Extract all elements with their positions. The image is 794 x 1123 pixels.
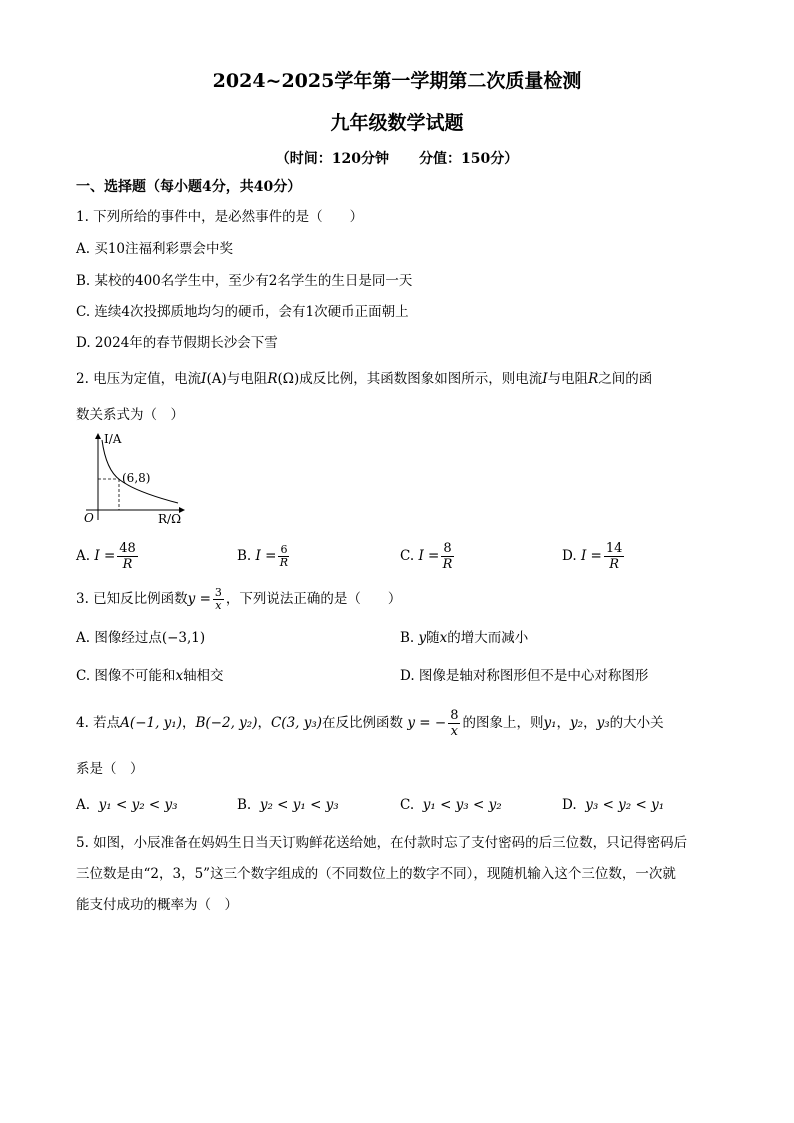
q2-option-c: C. I = $\frac{8}{R}$: [400, 541, 453, 572]
exam-subtitle: 九年级数学试题: [330, 112, 464, 134]
origin-label: O: [84, 511, 94, 525]
x-axis-label: R/Ω: [158, 512, 182, 526]
section-title: 一、选择题（每小题4分，共40分）: [76, 179, 302, 195]
q3-option-c: C. 图像不可能和x轴相交: [76, 668, 224, 684]
q1-option-d: D. 2024年的春节假期长沙会下雪: [76, 335, 278, 351]
q3-option-d: D. 图像是轴对称图形但不是中心对称图形: [400, 668, 649, 684]
q1-stem: 1. 下列所给的事件中，是必然事件的是（ ）: [76, 209, 364, 225]
q5-line1: 5. 如图，小辰准备在妈妈生日当天订购鲜花送给她，在付款时忘了支付密码的后三位数，只记得密码后: [76, 835, 688, 851]
exam-title: 2024~2025学年第一学期第二次质量检测: [212, 70, 582, 92]
q2-stem-line1: 2. 电压为定值，电流I(A)与电阻R(Ω)成反比例，其函数图象如图所示，则电流I与电阻R之间的函: [76, 371, 653, 387]
q5-line3: 能支付成功的概率为（ ）: [76, 897, 238, 913]
q2-option-d: D. I = $\frac{14}{R}$: [562, 541, 623, 572]
q4-option-a: A. y₁ < y₂ < y₃: [76, 797, 178, 813]
exam-time: （时间：120分钟: [275, 151, 389, 167]
q1-option-c: C. 连续4次投掷质地均匀的硬币，会有1次硬币正面朝上: [76, 304, 409, 320]
point-label: (6,8): [122, 471, 151, 485]
q4-stem-line1: 4. 若点A(−1, y₁)，B(−2, y₂)，C(3, y₃)在反比例函数 y = − $\frac{8}{x}$ 的图象上，则y₁，y₂，y₃的大小关: [76, 708, 664, 739]
q4-option-d: D. y₃ < y₂ < y₁: [562, 797, 665, 813]
q2-stem-line2: 数关系式为（ ）: [76, 407, 184, 423]
exam-info: [0, 148, 794, 168]
q2-inverse-graph: [76, 430, 196, 530]
y-axis-label: I/A: [104, 432, 122, 446]
q2-option-b: B. I = $\frac{6}{R}$: [237, 543, 289, 569]
q3-option-a: A. 图像经过点(−3,1): [76, 630, 206, 646]
q4-option-b: B. y₂ < y₁ < y₃: [237, 797, 339, 813]
q5-line2: 三位数是由“2，3，5”这三个数字组成的（不同数位上的数字不同），现随机输入这个三位数，一次就: [76, 866, 676, 882]
q1-option-a: A. 买10注福利彩票会中奖: [76, 241, 234, 257]
q3-stem: 3. 已知反比例函数y = $\frac{3}{x}$ ，下列说法正确的是（ ）: [76, 586, 402, 612]
q4-stem-line2: 系是（ ）: [76, 761, 144, 777]
q3-option-b: B. y随x的增大而减小: [400, 630, 529, 646]
exam-score: 分值：150分）: [419, 151, 519, 167]
q2-option-a: A. I = $\frac{48}{R}$: [76, 541, 136, 572]
q1-option-b: B. 某校的400名学生中，至少有2名学生的生日是同一天: [76, 273, 413, 289]
q4-option-c: C. y₁ < y₃ < y₂: [400, 797, 502, 813]
